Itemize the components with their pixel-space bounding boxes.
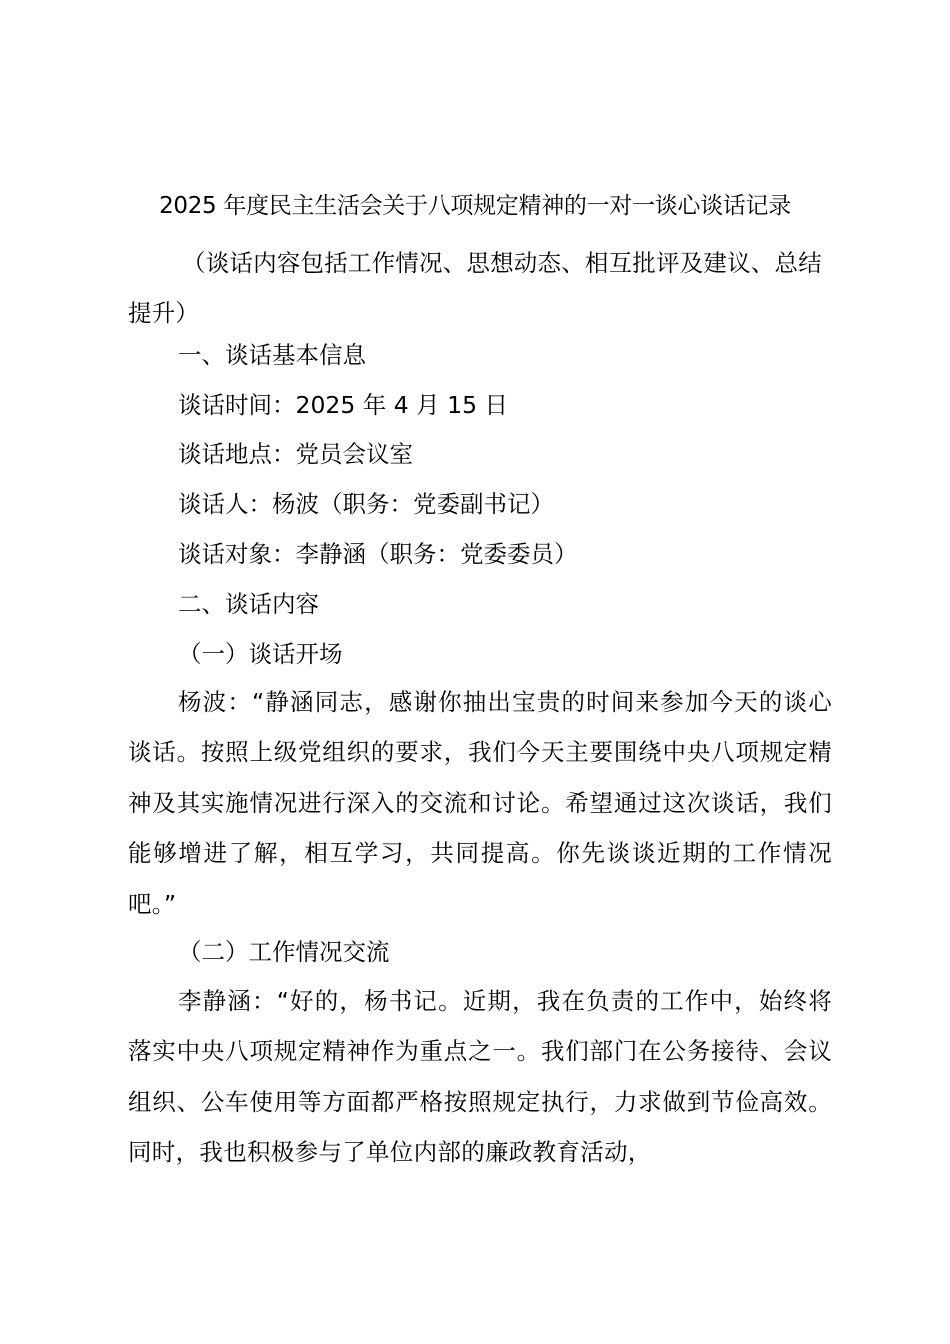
interviewee: 谈话对象：李静涵（职务：党委委员） xyxy=(178,540,578,568)
document-title: 2025 年度民主生活会关于八项规定精神的一对一谈心谈话记录 xyxy=(159,193,791,219)
section-heading-basic-info: 一、谈话基本信息 xyxy=(178,341,366,369)
paragraph-opening: 杨波：“静涵同志，感谢你抽出宝贵的时间来参加今天的谈心谈话。按照上级党组织的要求，我们今天主要围绕中央八项规定精神及其实施情况进行深入的交流和讨论。希望通过这次谈话，我们能够增进了解，相互学习，共同提高。你先谈谈近期的工作情况吧。” xyxy=(128,688,832,918)
interview-location: 谈话地点：党员会议室 xyxy=(178,440,413,468)
document-subtitle: （谈话内容包括工作情况、思想动态、相互批评及建议、总结提升） xyxy=(128,249,822,327)
paragraph-work: 李静涵：“好的，杨书记。近期，我在负责的工作中，始终将落实中央八项规定精神作为重点之一。我们部门在公务接待、会议组织、公车使用等方面都严格按照规定执行，力求做到节俭高效。同时，我也积极参与了单位内部的廉政教育活动， xyxy=(128,987,832,1167)
subsection-heading-work: （二）工作情况交流 xyxy=(178,938,390,966)
interview-time: 谈话时间：2025 年 4 月 15 日 xyxy=(178,391,509,419)
interviewer: 谈话人：杨波（职务：党委副书记） xyxy=(178,490,554,518)
section-heading-content: 二、谈话内容 xyxy=(178,590,319,618)
subsection-heading-opening: （一）谈话开场 xyxy=(178,640,343,668)
